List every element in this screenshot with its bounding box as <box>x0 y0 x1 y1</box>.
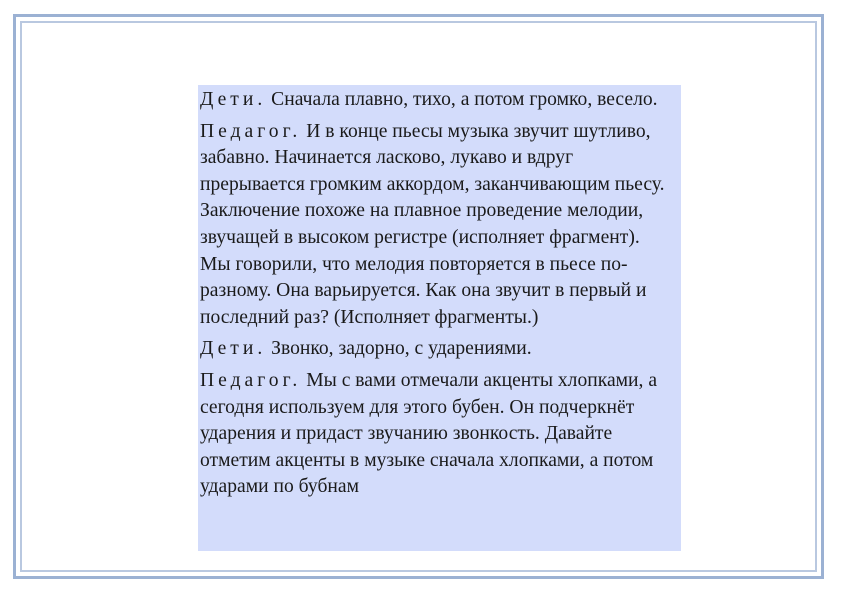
paragraph-text: Сначала плавно, тихо, а потом громко, весело. <box>266 89 658 110</box>
paragraph-text: Звонко, задорно, с ударениями. <box>266 338 532 360</box>
paragraph-children-2 <box>200 336 675 363</box>
paragraph-text: Мы с вами отмечали акценты хлопками, а сегодня используем для этого бубен. Он подчеркнёт ударения и придаст звучанию звонкость. Давайте отметим акценты в музыке сначала хлопками, а потом ударами по бубнам <box>200 369 658 498</box>
paragraph-teacher-1 <box>200 119 675 332</box>
speaker-label: Дети. <box>200 89 267 110</box>
speaker-label: Педагог. <box>200 120 302 142</box>
paragraph-children-1 <box>200 87 675 114</box>
paragraph-text: И в конце пьесы музыка звучит шутливо, забавно. Начинается ласково, лукаво и вдруг прерывается громким аккордом, заканчивающим пьесу. Заключение похоже на плавное проведение мелодии, звучащей в высоком регистре (исполняет фрагмент). Мы говорили, что мелодия повторяется в пьесе по-разному. Она варьируется. Как она звучит в первый и последний раз? (Исполняет фрагменты.) <box>200 120 665 328</box>
speaker-label: Педагог. <box>200 369 302 391</box>
paragraph-teacher-2 <box>200 368 675 501</box>
speaker-label: Дети. <box>200 338 267 360</box>
text-block <box>198 85 681 551</box>
